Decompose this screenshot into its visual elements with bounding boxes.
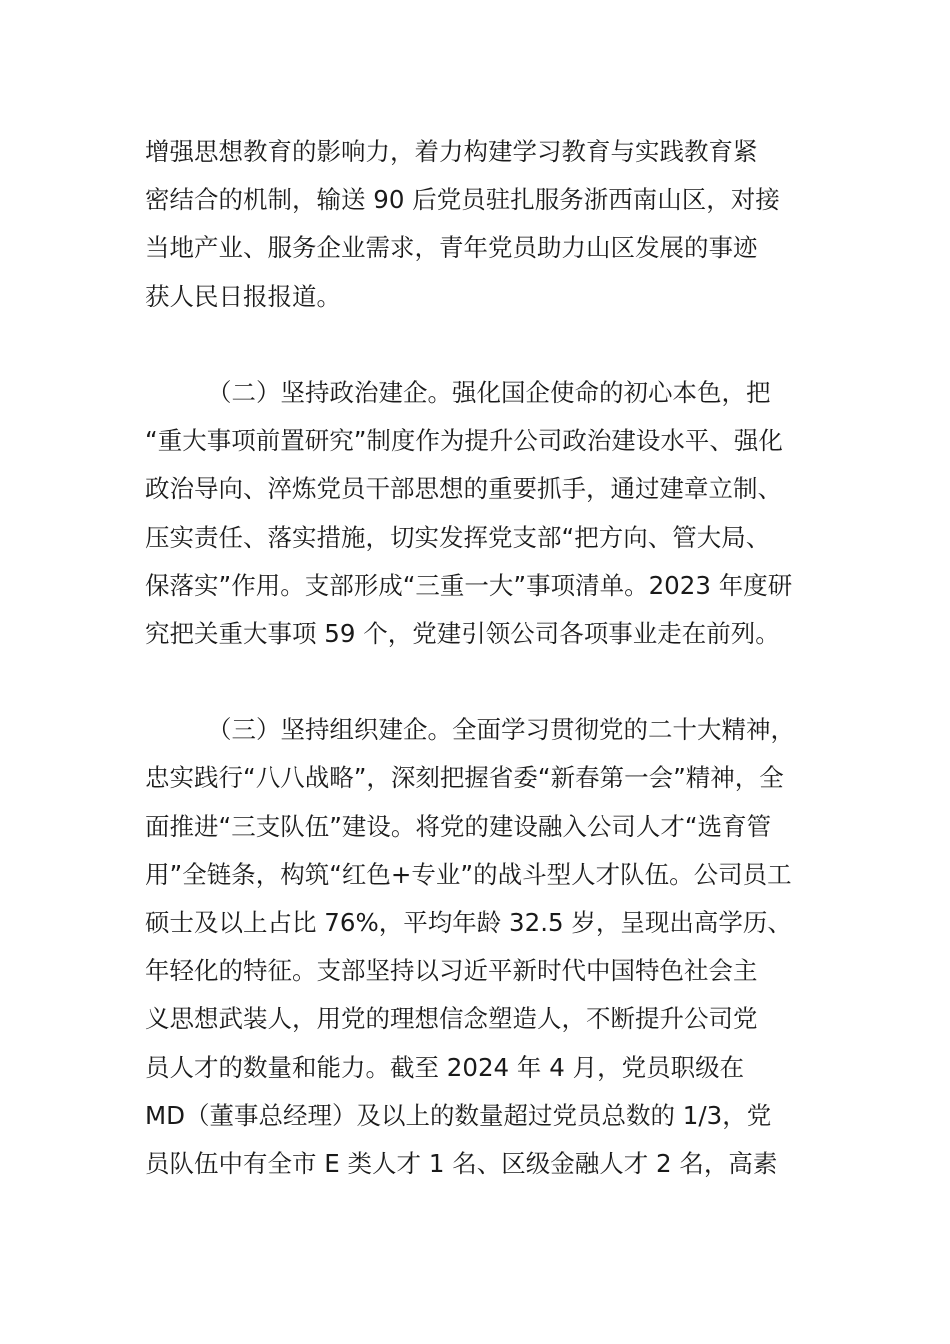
text-line: 忠实践行“八八战略”，深刻把握省委“新春第一会”精神，全 <box>145 763 784 793</box>
text-line: 员人才的数量和能力。截至 2024 年 4 月，党员职级在 <box>145 1052 745 1082</box>
text-line: 密结合的机制，输送 90 后党员驻扎服务浙西南山区，对接 <box>145 185 780 215</box>
document-body <box>145 128 810 1188</box>
text-line: 压实责任、落实措施，切实发挥党支部“把方向、管大局、 <box>145 522 771 552</box>
text-line: “重大事项前置研究”制度作为提升公司政治建设水平、强化 <box>145 426 783 456</box>
paragraph-organization-building <box>145 706 810 1188</box>
text-line: 究把关重大事项 59 个，党建引领公司各项事业走在前列。 <box>145 618 780 648</box>
paragraph-political-building <box>145 369 810 658</box>
text-line: 义思想武装人，用党的理想信念塑造人，不断提升公司党 <box>145 1004 758 1034</box>
text-line: 获人民日报报道。 <box>145 281 341 311</box>
text-line: 硕士及以上占比 76%，平均年龄 32.5 岁，呈现出高学历、 <box>145 908 792 937</box>
text-line: 政治导向、淬炼党员干部思想的重要抓手，通过建章立制、 <box>145 474 782 504</box>
text-line: 员队伍中有全市 E 类人才 1 名、区级金融人才 2 名，高素 <box>145 1148 778 1178</box>
text-line: 当地产业、服务企业需求，青年党员助力山区发展的事迹 <box>145 233 758 263</box>
text-line: 面推进“三支队伍”建设。将党的建设融入公司人才“选育管 <box>145 811 772 841</box>
text-line: 年轻化的特征。支部坚持以习近平新时代中国特色社会主 <box>145 956 758 986</box>
paragraph-gap <box>145 321 810 369</box>
text-line-first: （二）坚持政治建企。强化国企使命的初心本色，把 <box>207 377 771 407</box>
text-line: MD（董事总经理）及以上的数量超过党员总数的 1/3，党 <box>145 1100 772 1130</box>
text-line: 增强思想教育的影响力，着力构建学习教育与实践教育紧 <box>145 137 758 166</box>
paragraph-continuation <box>145 128 810 321</box>
text-line: 保落实”作用。支部形成“三重一大”事项清单。2023 年度研 <box>145 570 793 600</box>
text-line-first: （三）坚持组织建企。全面学习贯彻党的二十大精神， <box>207 715 795 745</box>
paragraph-gap <box>145 658 810 706</box>
text-line: 用”全链条，构筑“红色+专业”的战斗型人才队伍。公司员工 <box>145 859 792 889</box>
